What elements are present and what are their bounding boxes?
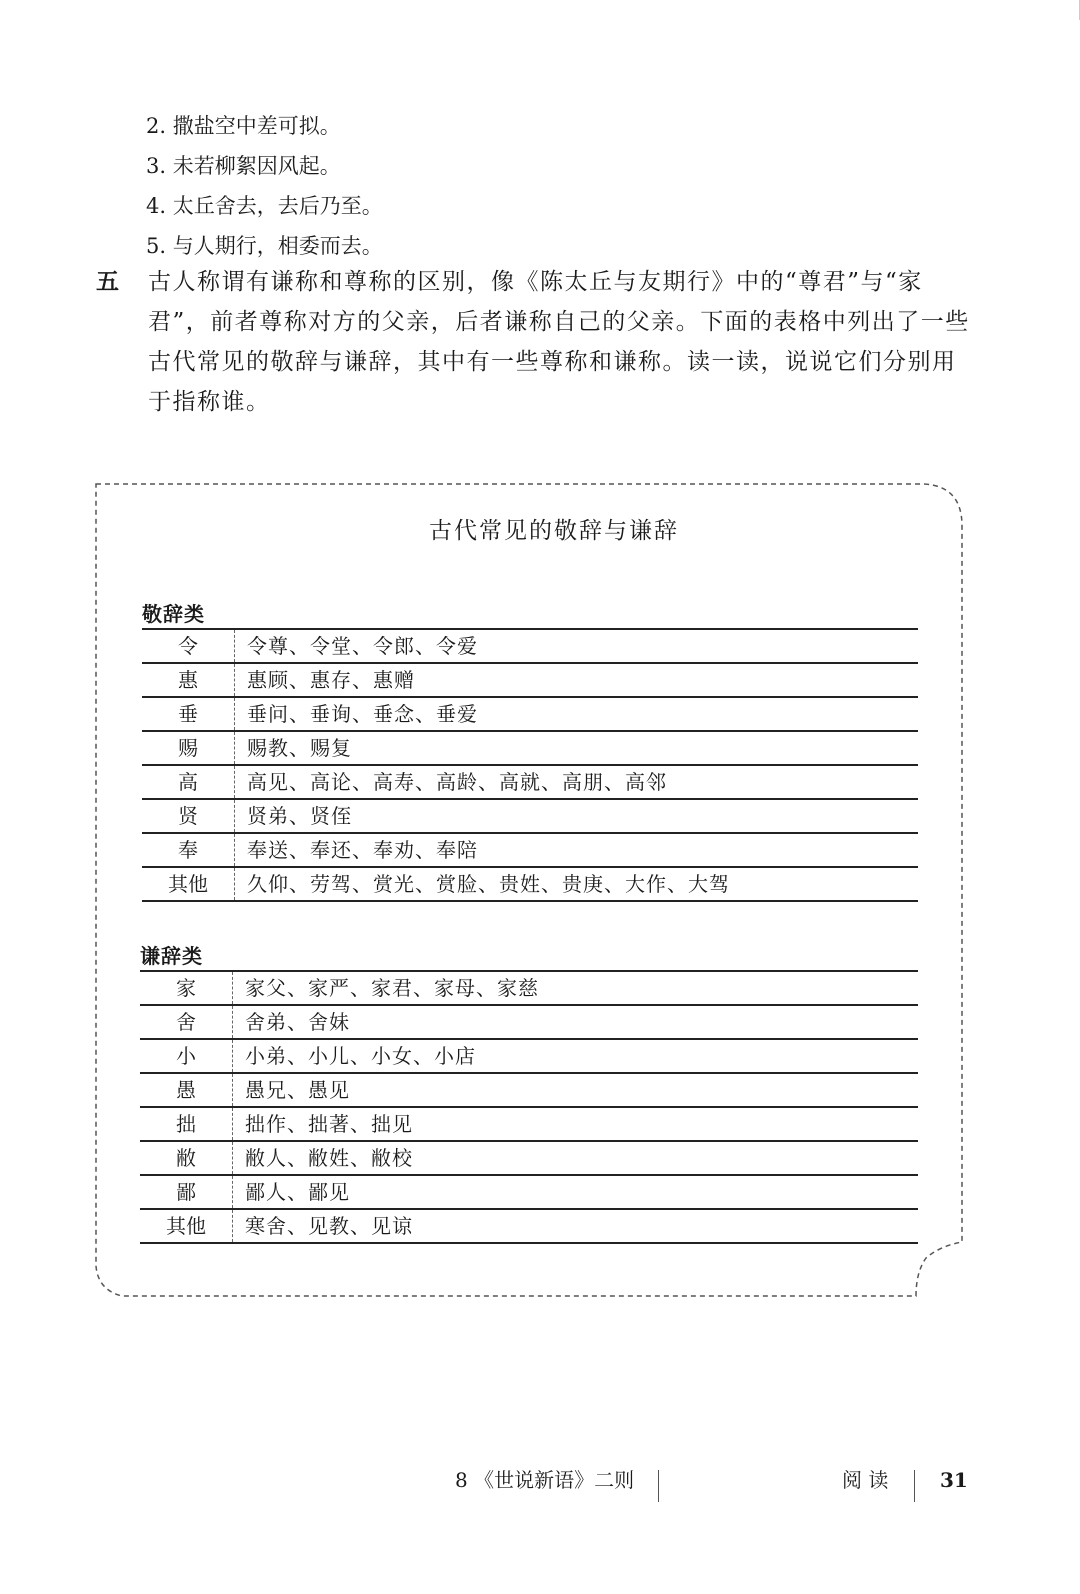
- section-instructions: 古人称谓有谦称和尊称的区别，像《陈太丘与友期行》中的“尊君”与“家君”，前者尊称对方的父亲，后者谦称自己的父亲。下面的表格中列出了一些古代常见的敬辞与谦辞，其中有一些尊称和谦称。读一读，说说它们分别用于指称谁。: [148, 269, 970, 415]
- row-head: 其他: [142, 867, 235, 901]
- table-row: [142, 731, 918, 765]
- table-row: [142, 833, 918, 867]
- table-row: [140, 971, 918, 1005]
- row-head: 奉: [142, 833, 235, 867]
- row-head: 拙: [140, 1107, 233, 1141]
- exercise-item: 4. 太丘舍去，去后乃至。: [146, 194, 383, 218]
- row-words: 垂问、垂询、垂念、垂爱: [235, 697, 919, 731]
- row-words: 奉送、奉还、奉劝、奉陪: [235, 833, 919, 867]
- footer-section-name: 阅 读: [842, 1468, 889, 1492]
- table-row: [142, 765, 918, 799]
- row-words: 寒舍、见教、见谅: [233, 1209, 919, 1243]
- table-row: [140, 1141, 918, 1175]
- row-words: 小弟、小儿、小女、小店: [233, 1039, 919, 1073]
- table-row: [140, 1005, 918, 1039]
- exercise-list: [146, 106, 383, 266]
- row-words: 愚兄、愚见: [233, 1073, 919, 1107]
- table-row: [140, 1073, 918, 1107]
- row-words: 家父、家严、家君、家母、家慈: [233, 971, 919, 1005]
- row-words: 令尊、令堂、令郎、令爱: [235, 629, 919, 663]
- honorific-label: 敬辞类: [142, 602, 205, 626]
- exercise-item: 2. 撒盐空中差可拟。: [146, 114, 341, 138]
- table-row: [140, 1039, 918, 1073]
- footer-lesson-title: 8 《世说新语》二则: [455, 1468, 635, 1492]
- row-head: 其他: [140, 1209, 233, 1243]
- row-words: 赐教、赐复: [235, 731, 919, 765]
- exercise-item: 5. 与人期行，相委而去。: [146, 234, 383, 258]
- exercise-item: 3. 未若柳絮因风起。: [146, 154, 341, 178]
- row-head: 鄙: [140, 1175, 233, 1209]
- vocabulary-box: [94, 482, 964, 1296]
- box-title: 古代常见的敬辞与谦辞: [429, 518, 679, 544]
- table-row: [142, 697, 918, 731]
- row-head: 愚: [140, 1073, 233, 1107]
- row-head: 惠: [142, 663, 235, 697]
- row-head: 高: [142, 765, 235, 799]
- row-words: 拙作、拙著、拙见: [233, 1107, 919, 1141]
- row-words: 高见、高论、高寿、高龄、高就、高朋、高邻: [235, 765, 919, 799]
- row-words: 贤弟、贤侄: [235, 799, 919, 833]
- table-row: [142, 799, 918, 833]
- humble-table: [140, 970, 918, 1244]
- section-number: 五: [96, 268, 119, 295]
- table-row: [140, 1209, 918, 1243]
- row-head: 赐: [142, 731, 235, 765]
- row-words: 舍弟、舍妹: [233, 1005, 919, 1039]
- footer-divider: [914, 1470, 915, 1502]
- honorific-table: [142, 628, 918, 902]
- row-words: 惠顾、惠存、惠赠: [235, 663, 919, 697]
- row-head: 贤: [142, 799, 235, 833]
- table-row: [140, 1107, 918, 1141]
- row-head: 舍: [140, 1005, 233, 1039]
- page-number: 31: [940, 1468, 968, 1492]
- row-head: 敝: [140, 1141, 233, 1175]
- row-head: 小: [140, 1039, 233, 1073]
- row-words: 久仰、劳驾、赏光、赏脸、贵姓、贵庚、大作、大驾: [235, 867, 919, 901]
- table-row: [142, 663, 918, 697]
- table-row: [142, 629, 918, 663]
- table-row: [142, 867, 918, 901]
- humble-label: 谦辞类: [140, 944, 203, 968]
- table-row: [140, 1175, 918, 1209]
- row-words: 鄙人、鄙见: [233, 1175, 919, 1209]
- footer-divider: [658, 1470, 659, 1502]
- row-head: 令: [142, 629, 235, 663]
- row-head: 垂: [142, 697, 235, 731]
- row-words: 敝人、敝姓、敝校: [233, 1141, 919, 1175]
- row-head: 家: [140, 971, 233, 1005]
